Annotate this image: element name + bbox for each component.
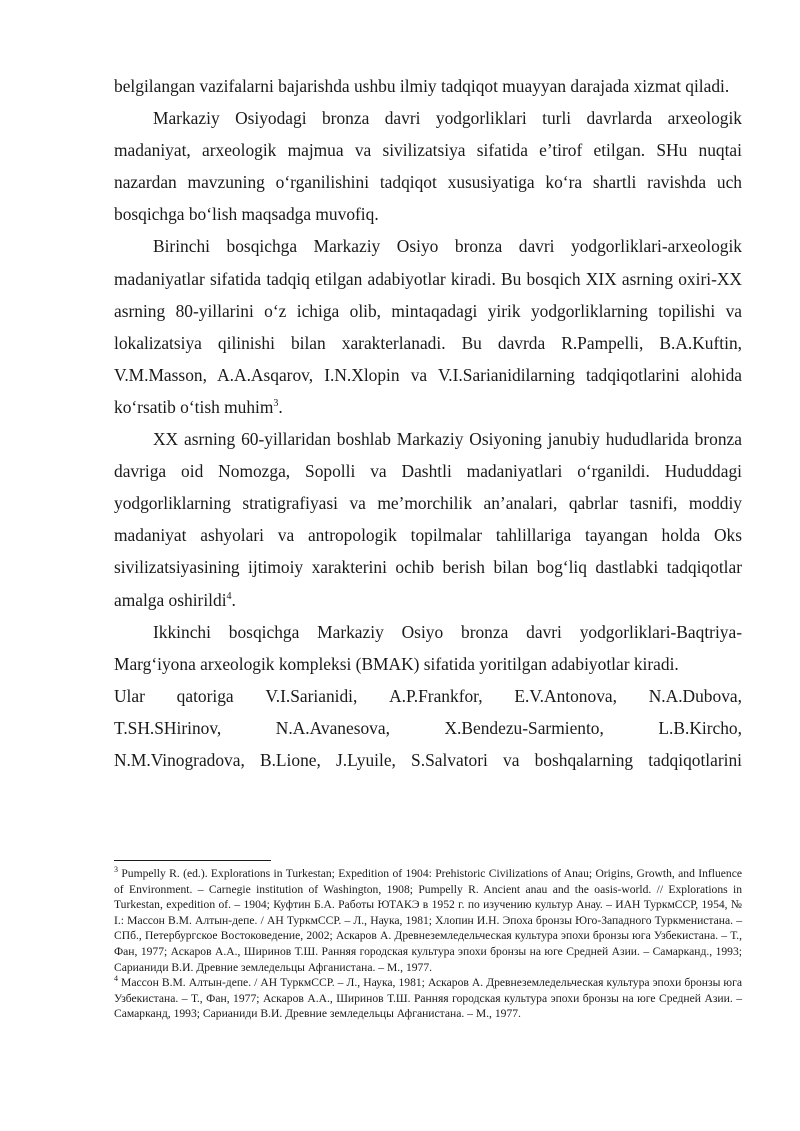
word: X.Bendezu-Sarmiento, bbox=[444, 717, 604, 738]
footnote-ref-4[interactable]: 4 bbox=[226, 590, 232, 602]
footnote-separator bbox=[114, 860, 271, 861]
word: A.P.Frankfor, bbox=[389, 685, 483, 706]
footnote-ref-3[interactable]: 3 bbox=[273, 398, 279, 410]
footnote-3-text: Pumpelly R. (ed.). Explorations in Turkestan; Expedition of 1904: Prehistoric Civilizations of Anau; Origins, Growth, and Influence of Environment. – Carnegie institution of Washington, 1908; Pumpelly R. Ancient anau and the oasis-world. // Explorations in Turkestan, expedition of. – 1904; Куфтин Б.А. Работы ЮТАКЭ в 1952 г. по изучению культур Анау. – ИАН ТуркмССР, 1954, № I.: Массон В.М. Алтын-депе. / АН ТуркмССР. – Л., Наука, 1981; Хлопин И.Н. Эпоха бронзы Юго-Западного Туркменистана. – СПб., Петербургское Востоковедение, 2002; Аскаров А. Древнеземледельческая культура эпохи бронзы юга Узбекистана. – Т., Фан, 1977; Аскаров А.А., Ширинов Т.Ш. Ранняя городская культура эпохи бронзы на юге Средней Азии. – Самарканд., 1993; Сарианиди В.И. Древние земледельцы Афганистана. – М., 1977. bbox=[114, 867, 742, 974]
paragraph-5-row-1 bbox=[114, 680, 742, 712]
word: T.SH.SHirinov, bbox=[114, 717, 222, 738]
paragraph-1: belgilangan vazifalarni bajarishda ushbu ilmiy tadqiqot muayyan darajada xizmat qiladi. bbox=[114, 76, 730, 96]
word: E.V.Antonova, bbox=[514, 685, 617, 706]
word: N.A.Dubova, bbox=[648, 685, 742, 706]
paragraph-3-end: . bbox=[278, 396, 283, 417]
word: Ular bbox=[114, 685, 145, 706]
paragraph-5: Ikkinchi bosqichga Markaziy Osiyo bronza davri yodgorliklari-Baqtriya-Marg‘iyona arxeologik kompleksi (BMAK) sifatida yoritilgan adabiyotlar kiradi. bbox=[114, 621, 742, 674]
paragraph-3 bbox=[114, 230, 742, 423]
paragraph-5-last-line: N.M.Vinogradova, B.Lione, J.Lyuile, S.Salvatori va boshqalarning tadqiqotlarini bbox=[114, 749, 742, 770]
paragraph-4-end: . bbox=[231, 589, 236, 610]
word: N.A.Avanesova, bbox=[275, 717, 390, 738]
document-body bbox=[114, 70, 742, 776]
footnote-4 bbox=[114, 975, 742, 1022]
paragraph-4 bbox=[114, 423, 742, 616]
footnote-4-text: Массон В.М. Алтын-депе. / АН ТуркмССР. – Л., Наука, 1981; Аскаров А. Древнеземледельческая культура эпохи бронзы юга Узбекистана. – Т., Фан, 1977; Аскаров А.А., Ширинов Т.Ш. Ранняя городская культура эпохи бронзы на юге Средней Азии. – Самарканд, 1993; Сарианиди В.И. Древние земледельцы Афганистана. – М., 1977. bbox=[114, 976, 742, 1021]
word: L.B.Kircho, bbox=[658, 717, 742, 738]
footnote-3 bbox=[114, 866, 742, 975]
paragraph-5-row-2 bbox=[114, 712, 742, 744]
paragraph-2: Markaziy Osiyodagi bronza davri yodgorliklari turli davrlarda arxeologik madaniyat, arxeologik majmua va sivilizatsiya sifatida e’tirof etilgan. SHu nuqtai nazardan mavzuning o‘rganilishini tadqiqot xususiyatiga ko‘ra shartli ravishda uch bosqichga bo‘lish maqsadga muvofiq. bbox=[114, 108, 742, 225]
paragraph-4-text: XX asrning 60-yillaridan boshlab Markaziy Osiyoning janubiy hududlarida bronza davriga oid Nomozga, Sopolli va Dashtli madaniyatlari o‘rganildi. Hududdagi yodgorliklarning stratigrafiyasi va me’morchilik an’analari, qabrlar tasnifi, moddiy madaniyat ashyolari va antropologik topilmalar tahlillariga tayangan holda Oks sivilizatsiyasining ijtimoiy xarakterini ochib berish bilan bog‘liq dastlabki tadqiqotlar amalga oshirildi bbox=[114, 429, 742, 610]
footnote-4-mark: 4 bbox=[114, 974, 118, 984]
word: qatoriga bbox=[176, 685, 234, 706]
paragraph-3-text: Birinchi bosqichga Markaziy Osiyo bronza davri yodgorliklari-arxeologik madaniyatlar sifatida tadqiq etilgan adabiyotlar kiradi. Bu bosqich XIX asrning oxiri-XX asrning 80-yillarini o‘z ichiga olib, mintaqadagi yirik yodgorliklarning topilishi va lokalizatsiya qilinishi bilan xarakterlanadi. Bu davrda R.Pampelli, B.A.Kuftin, V.M.Masson, A.A.Asqarov, I.N.Xlopin va V.I.Sarianidilarning tadqiqotlarini alohida ko‘rsatib o‘tish muhim bbox=[114, 236, 742, 417]
word: V.I.Sarianidi, bbox=[265, 685, 358, 706]
footnote-3-mark: 3 bbox=[114, 865, 118, 875]
footnotes bbox=[114, 866, 742, 1022]
